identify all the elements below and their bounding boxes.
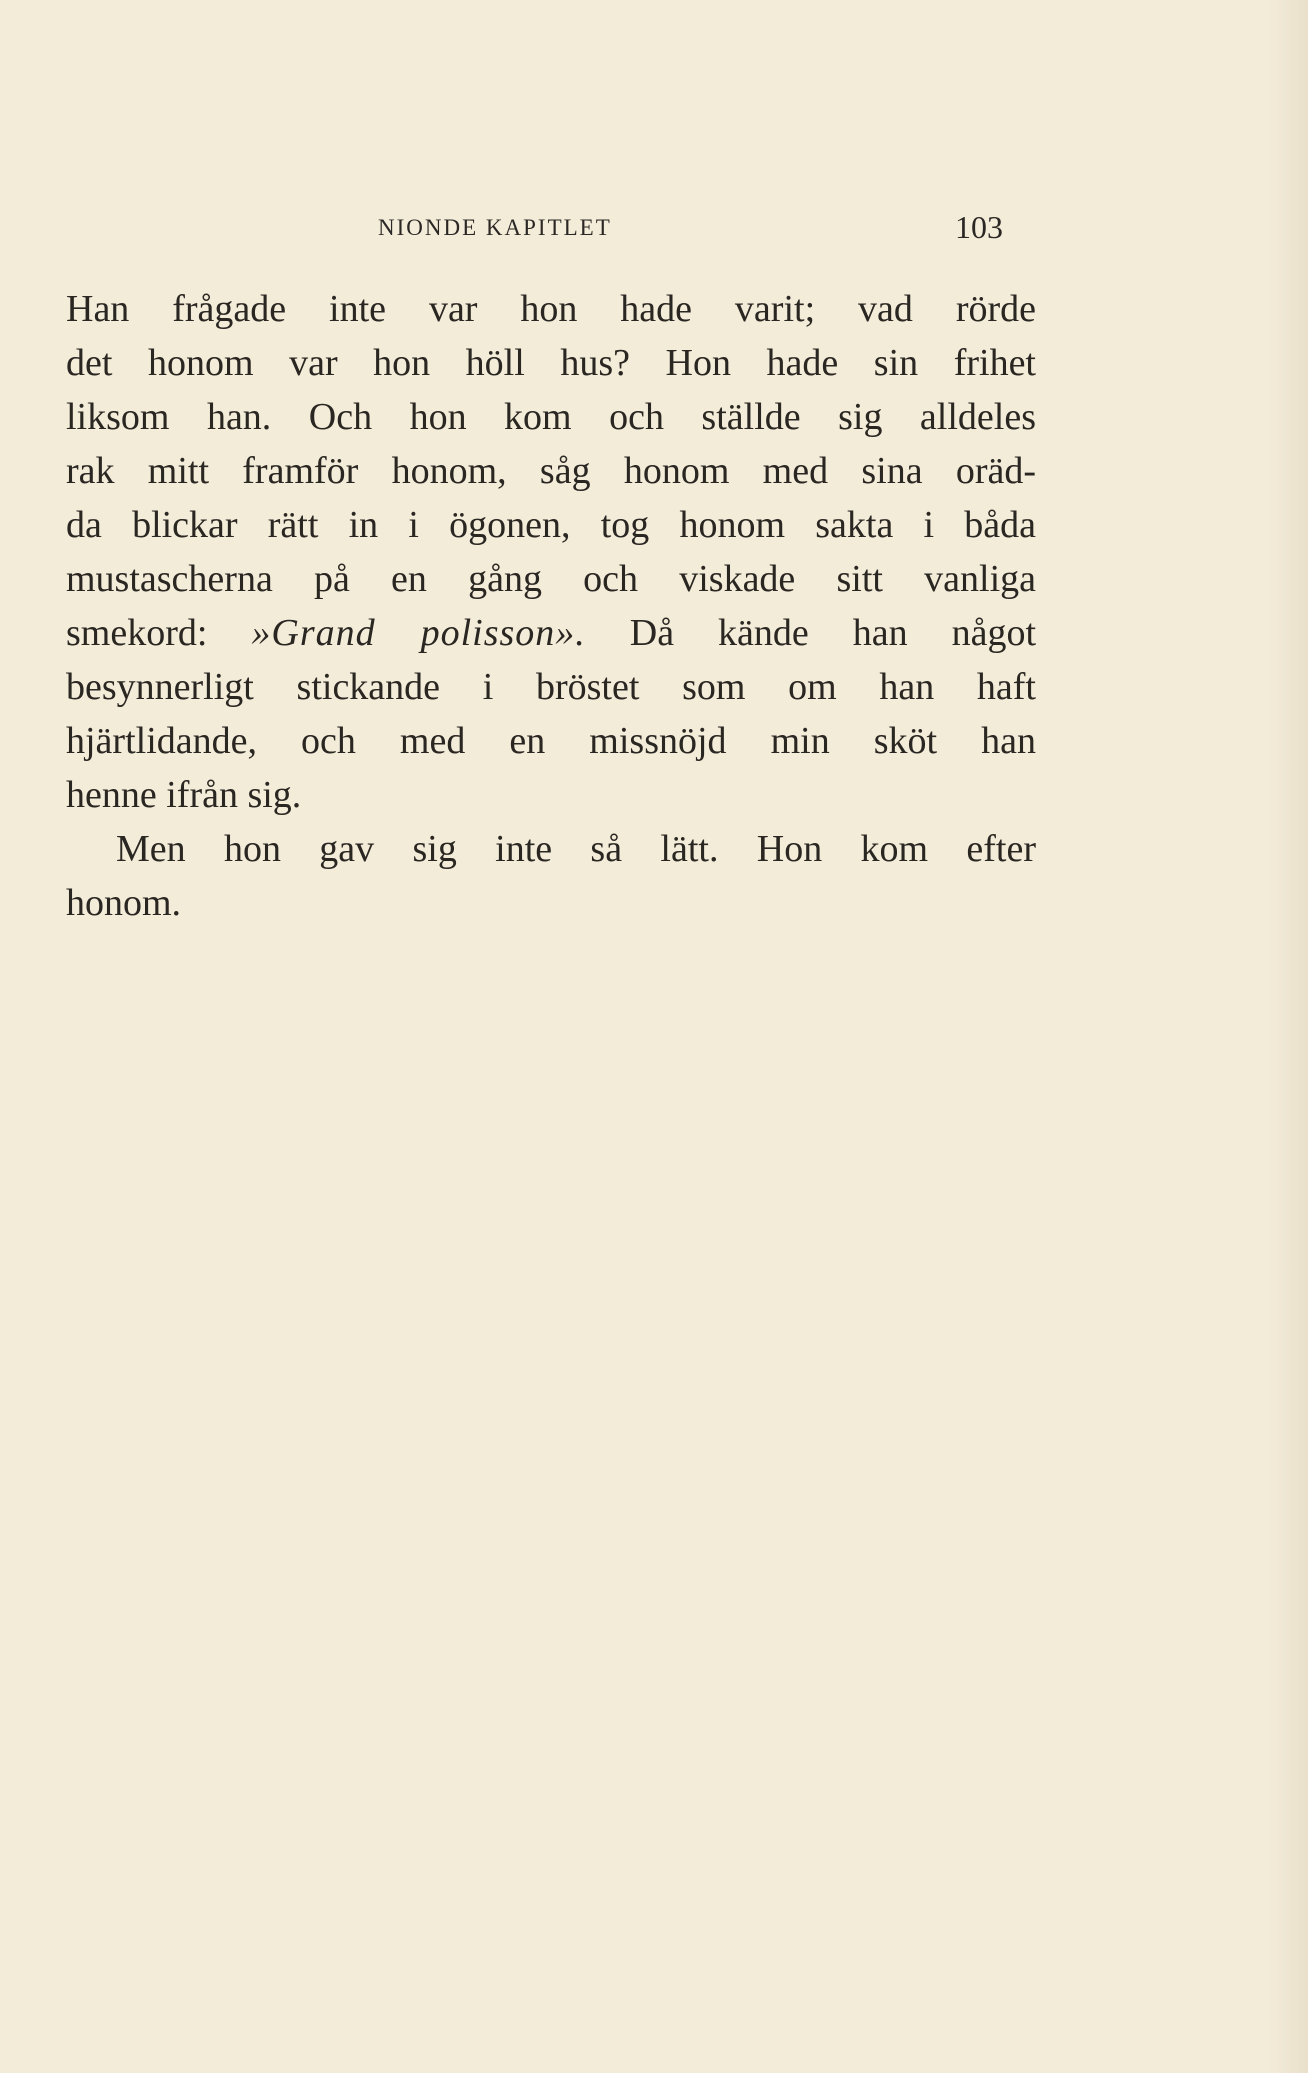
text-line: Han frågade inte var hon hade varit; vad rörde — [66, 288, 1036, 330]
running-head: NIONDE KAPITLET — [378, 215, 612, 240]
text-line: da blickar rätt in i ögonen, tog honom sakta i båda — [66, 504, 1036, 546]
paragraph-start-line: Men hon gav sig inte så lätt. Hon kom efter — [116, 828, 1036, 870]
text-line: honom. — [66, 882, 182, 924]
page-number: 103 — [955, 209, 1003, 245]
text-line: henne ifrån sig. — [66, 774, 302, 816]
text-line: liksom han. Och hon kom och ställde sig alldeles — [66, 396, 1036, 438]
text-line-mixed — [66, 606, 1036, 660]
text-line: besynnerligt stickande i bröstet som om han haft — [66, 666, 1036, 708]
text-line: mustascherna på en gång och viskade sitt vanliga — [66, 558, 1036, 600]
text-line: det honom var hon höll hus? Hon hade sin frihet — [66, 342, 1036, 384]
page-edge-shadow — [1268, 0, 1308, 2073]
italic-phrase: »Grand polisson». — [251, 612, 586, 654]
text-fragment: smekord: — [66, 612, 208, 654]
text-fragment: Då kände han något — [629, 612, 1036, 654]
body-text — [66, 282, 1036, 930]
text-line: hjärtlidande, och med en missnöjd min sköt han — [66, 720, 1036, 762]
text-line: rak mitt framför honom, såg honom med sina oräd- — [66, 450, 1036, 492]
